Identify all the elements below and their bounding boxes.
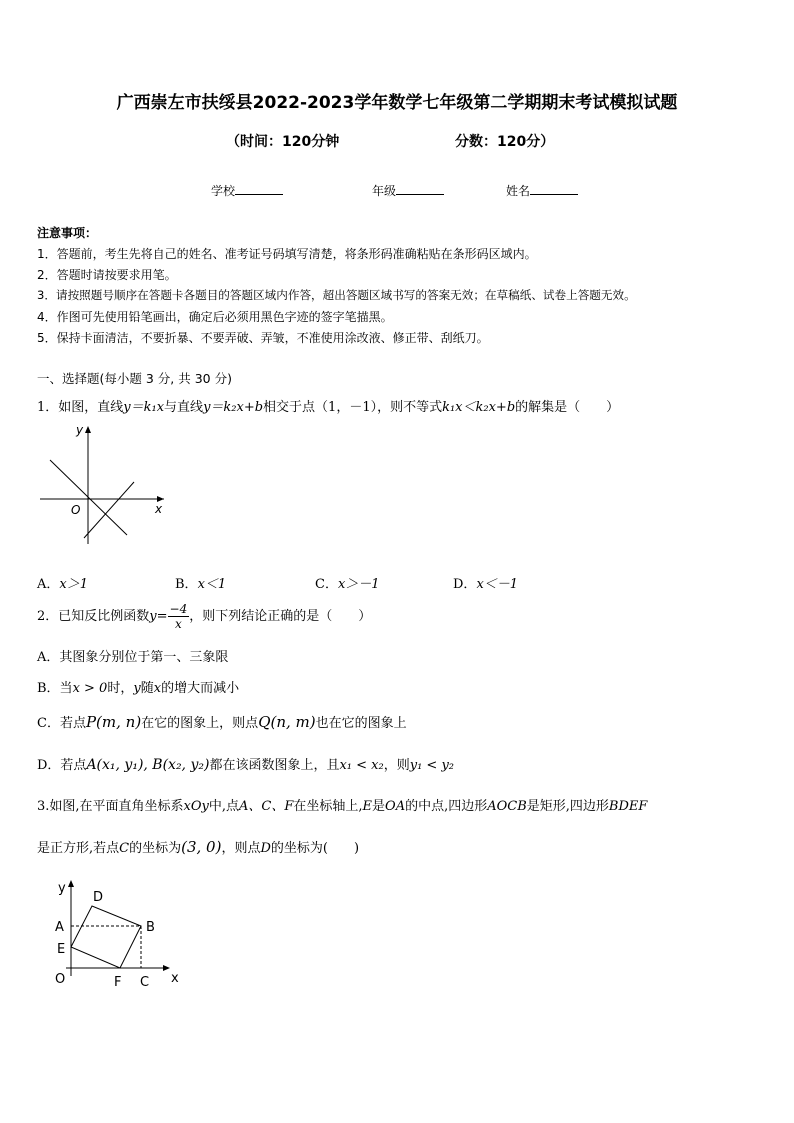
x-axis-label: x — [171, 971, 179, 986]
y-axis-arrow-icon — [68, 880, 74, 887]
point-b-label: B — [146, 920, 155, 935]
point-e-label: E — [57, 942, 66, 957]
origin-label: O — [55, 972, 66, 987]
name-label: 姓名 — [506, 184, 531, 198]
point-f-label: F — [114, 975, 122, 990]
notice-item-2: 2．答题时请按要求用笔。 — [37, 268, 177, 282]
question-1-option-d[interactable]: D．x＜－1 — [453, 577, 519, 592]
square-bdef — [71, 906, 141, 968]
question-1-option-b[interactable]: B．x＜1 — [175, 577, 227, 592]
y-axis-label: y — [58, 881, 66, 896]
exam-score: 分数：120分） — [455, 134, 555, 150]
question-3-figure — [40, 876, 200, 996]
grade-blank[interactable] — [396, 182, 444, 195]
line-k2 — [84, 482, 134, 538]
notice-item-5: 5．保持卡面清洁，不要折暴、不要弄破、弄皱，不准使用涂改液、修正带、刮纸刀。 — [37, 331, 489, 345]
question-2-stem: 2．已知反比例函数y= $\frac{-4}{x}$ ，则下列结论正确的是（ ） — [37, 602, 372, 631]
origin-label: O — [71, 503, 81, 517]
notice-item-3: 3．请按照题号顺序在答题卡各题目的答题区域内作答，超出答题区域书写的答案无效；在草稿纸、试卷上答题无效。 — [37, 288, 636, 302]
point-c-label: C — [140, 975, 150, 990]
school-blank[interactable] — [235, 182, 283, 195]
notice-heading: 注意事项： — [37, 226, 98, 240]
question-2-option-c[interactable]: C．若点P(m, n)在它的图象上，则点Q(n, m)也在它的图象上 — [37, 713, 407, 731]
exam-title: 广西崇左市扶绥县2022-2023学年数学七年级第二学期期末考试模拟试题 — [116, 93, 678, 113]
grade-field[interactable] — [372, 182, 444, 199]
exam-time: （时间：120分钟 — [226, 134, 340, 150]
name-blank[interactable] — [530, 182, 578, 195]
notice-item-4: 4．作图可先使用铅笔画出，确定后必须用黑色字迹的签字笔描黑。 — [37, 310, 393, 324]
question-3-line-2: 是正方形,若点C的坐标为(3, 0)，则点D的坐标为( ) — [37, 838, 360, 856]
x-axis-arrow-icon — [163, 965, 170, 971]
name-field[interactable] — [506, 182, 578, 199]
school-label: 学校 — [211, 184, 236, 198]
notice-item-1: 1．答题前，考生先将自己的姓名、准考证号码填写清楚，将条形码准确粘贴在条形码区域内。 — [37, 247, 537, 261]
question-2-option-b[interactable]: B．当x > 0时，y随x的增大而减小 — [37, 681, 240, 696]
question-2-option-a[interactable]: A．其图象分别位于第一、三象限 — [37, 650, 229, 665]
point-a-label: A — [55, 920, 64, 935]
fraction: $\frac{-4}{x}$ — [169, 602, 188, 631]
question-3-line-1: 3.如图,在平面直角坐标系xOy中,点A、C、F在坐标轴上,E是OA的中点,四边形AOCB是矩形,四边形BDEF — [37, 799, 648, 814]
school-field[interactable] — [211, 182, 283, 199]
grade-label: 年级 — [372, 184, 397, 198]
question-1-option-a[interactable]: A．x＞1 — [37, 577, 88, 592]
point-d-label: D — [93, 890, 104, 905]
y-axis-arrow-icon — [85, 426, 91, 433]
question-2-option-d[interactable]: D．若点A(x₁, y₁), B(x₂, y₂)都在该函数图象上，且x₁ < x₂，则y₁ < y₂ — [37, 757, 455, 773]
question-1-option-c[interactable]: C．x＞－1 — [315, 577, 380, 592]
question-1-figure — [30, 420, 180, 555]
y-axis-label: y — [76, 423, 84, 437]
section-heading: 一、选择题(每小题 3 分, 共 30 分) — [37, 371, 232, 386]
question-1-stem: 1．如图，直线y＝k₁x与直线y＝k₂x+b相交于点（1，－1），则不等式k₁x＜k₂x+b的解集是（ ） — [37, 400, 620, 415]
x-axis-label: x — [155, 502, 163, 516]
